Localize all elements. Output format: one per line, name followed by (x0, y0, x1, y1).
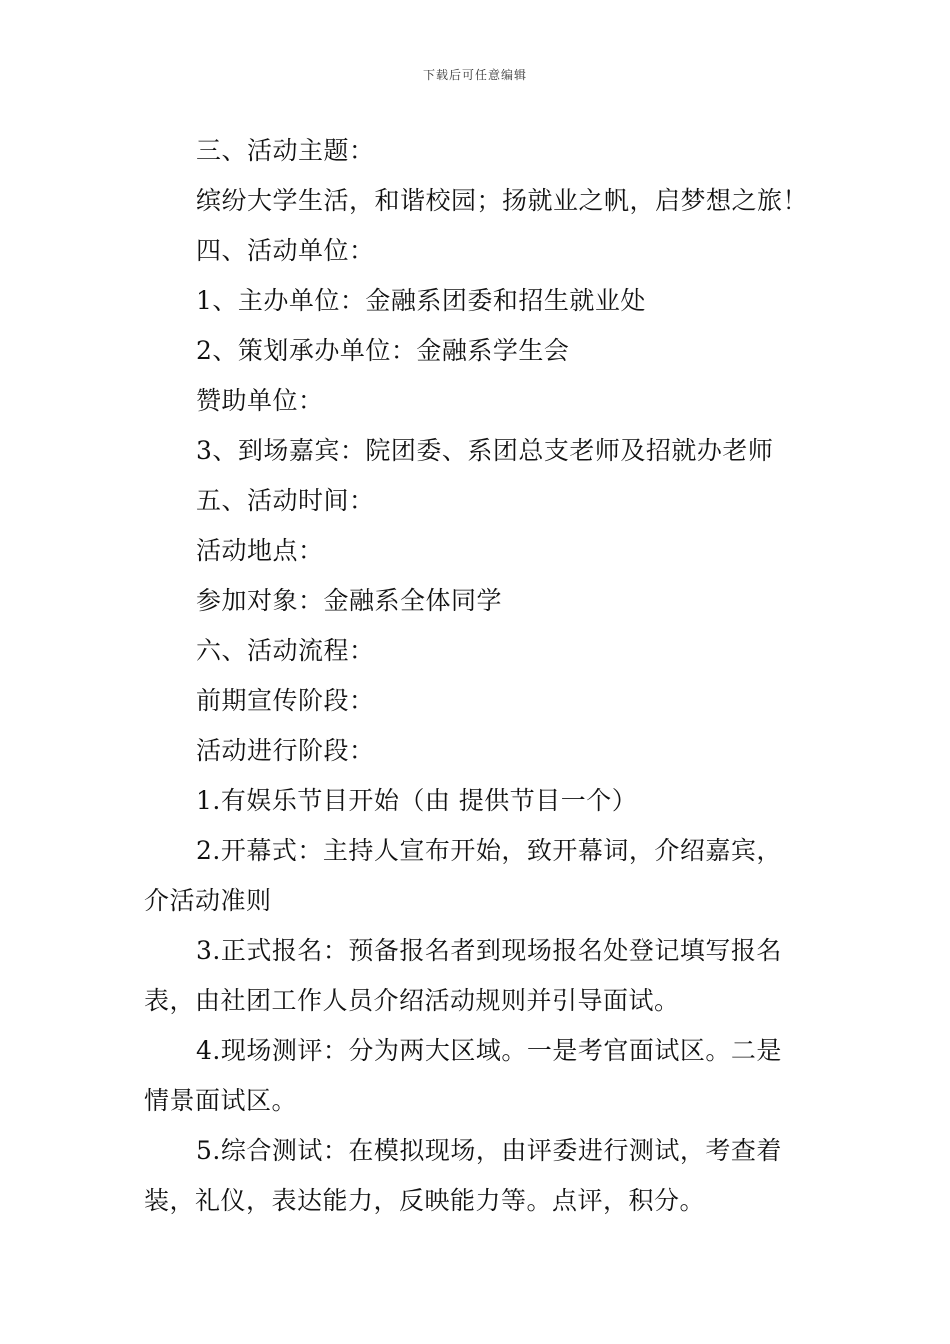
list-item-5: 5.综合测试：在模拟现场，由评委进行测试，考查着 (196, 1136, 782, 1165)
list-item-4-continued: 情景面试区。 (144, 1086, 298, 1115)
paragraph-organizer-unit: 2、策划承办单位：金融系学生会 (196, 336, 570, 365)
section-heading-units: 四、活动单位： (196, 236, 375, 265)
paragraph-location: 活动地点： (196, 536, 324, 565)
list-item-2: 2.开幕式：主持人宣布开始，致开幕词，介绍嘉宾， (196, 836, 782, 865)
section-heading-process: 六、活动流程： (196, 636, 375, 665)
list-item-3: 3.正式报名：预备报名者到现场报名处登记填写报名 (196, 936, 782, 965)
paragraph-theme: 缤纷大学生活，和谐校园；扬就业之帆，启梦想之旅！ (196, 186, 809, 215)
paragraph-participants: 参加对象：金融系全体同学 (196, 586, 503, 615)
page-header-note: 下载后可任意编辑 (422, 68, 527, 82)
paragraph-guests: 3、到场嘉宾：院团委、系团总支老师及招就办老师 (196, 436, 774, 465)
paragraph-execution-stage: 活动进行阶段： (196, 736, 375, 765)
section-heading-time: 五、活动时间： (196, 486, 375, 515)
document-body (144, 126, 810, 1226)
paragraph-promotion-stage: 前期宣传阶段： (196, 686, 375, 715)
paragraph-host-unit: 1、主办单位：金融系团委和招生就业处 (196, 286, 646, 315)
list-item-4: 4.现场测评：分为两大区域。一是考官面试区。二是 (196, 1036, 782, 1065)
list-item-3-continued: 表，由社团工作人员介绍活动规则并引导面试。 (144, 986, 680, 1015)
list-item-2-continued: 介活动准则 (144, 886, 272, 915)
list-item-1: 1.有娱乐节目开始（由 提供节目一个） (196, 786, 638, 815)
section-heading-theme: 三、活动主题： (196, 136, 375, 165)
paragraph-sponsor-unit: 赞助单位： (196, 386, 324, 415)
list-item-5-continued: 装，礼仪，表达能力，反映能力等。点评，积分。 (144, 1186, 706, 1215)
